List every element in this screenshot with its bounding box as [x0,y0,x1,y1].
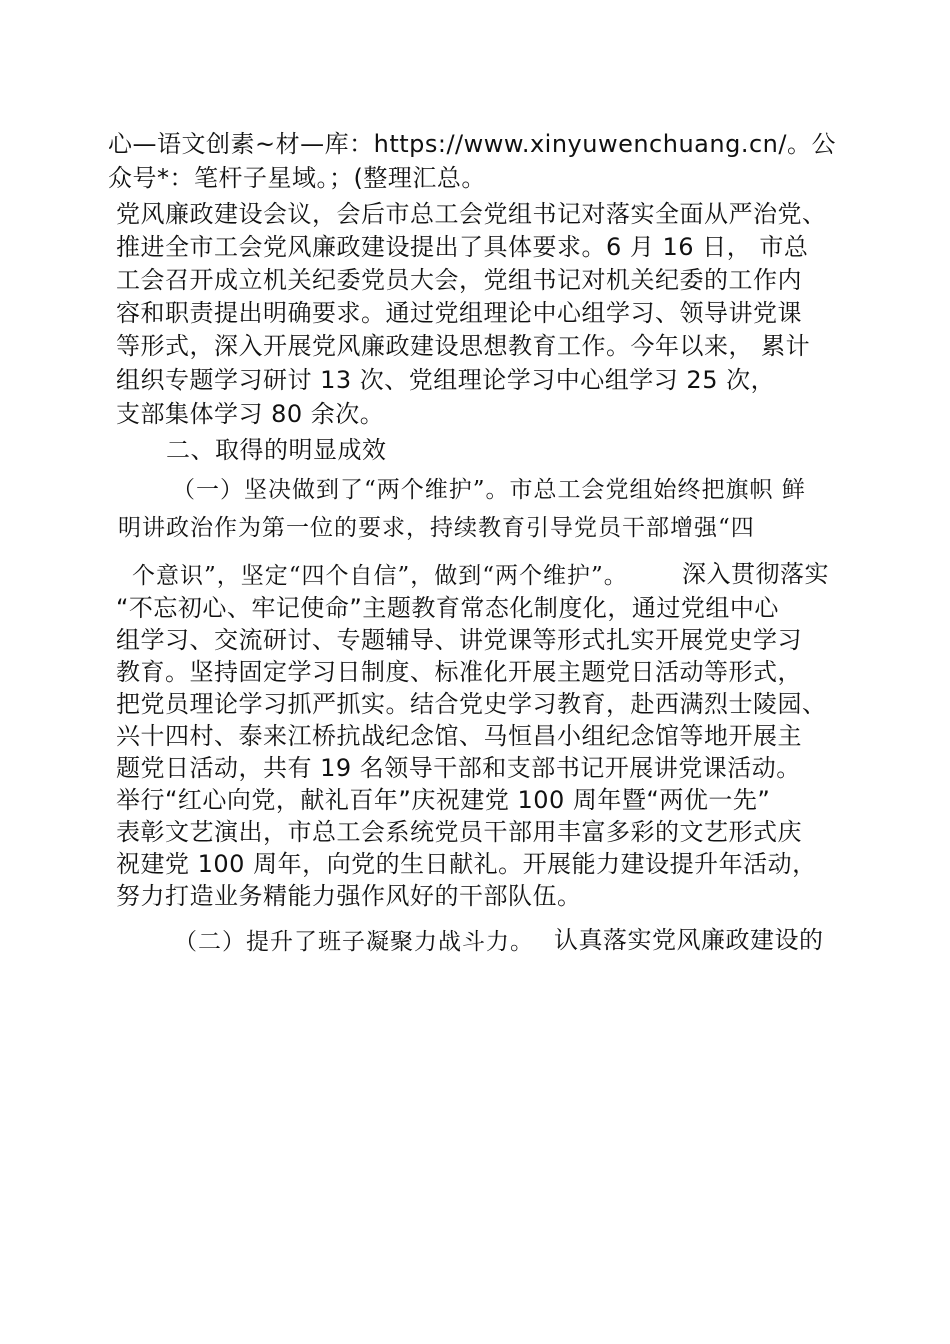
subsection-heading-line: （二）提升了班子凝聚力战斗力。 [174,929,534,955]
paragraph-line: 组学习、交流研讨、专题辅导、讲党课等形式扎实开展党史学习 [116,626,802,654]
paragraph-line: 党风廉政建设会议，会后市总工会党组书记对落实全面从严治党、 [116,200,827,228]
paragraph-line: 祝建党 100 周年，向党的生日献礼。开展能力建设提升年活动， [116,850,817,878]
header-source-line-1: 心—语文创素~材—库：https://www.xinyuwenchuang.cn/。公 [108,130,836,158]
paragraph-line: 努力打造业务精能力强作风好的干部队伍。 [116,882,582,910]
paragraph-line: 明讲政治作为第一位的要求，持续教育引导党员干部增强“四 [118,515,755,541]
paragraph-line: 推进全市工会党风廉政建设提出了具体要求。6 月 16 日， 市总 [116,233,809,261]
paragraph-line: 举行“红心向党，献礼百年”庆祝建党 100 周年暨“两优一先” [116,786,771,814]
paragraph-line: “不忘初心、牢记使命”主题教育常态化制度化，通过党组中心 [116,594,779,622]
paragraph-line: 组织专题学习研讨 13 次、党组理论学习中心组学习 25 次， [116,366,776,394]
paragraph-line: 认真落实党风廉政建设的 [554,926,824,954]
paragraph-line: 教育。坚持固定学习日制度、标准化开展主题党日活动等形式， [116,658,802,686]
paragraph-line: 表彰文艺演出，市总工会系统党员干部用丰富多彩的文艺形式庆 [116,818,802,846]
paragraph-line: 工会召开成立机关纪委党员大会，党组书记对机关纪委的工作内 [116,266,802,294]
section-heading: 二、取得的明显成效 [166,436,387,464]
paragraph-line: 容和职责提出明确要求。通过党组理论中心组学习、领导讲党课 [116,299,802,327]
paragraph-line: 题党日活动，共有 19 名领导干部和支部书记开展讲党课活动。 [116,754,801,782]
paragraph-line: 兴十四村、泰来江桥抗战纪念馆、马恒昌小组纪念馆等地开展主 [116,722,802,750]
subsection-heading-line: （一）坚决做到了“两个维护”。市总工会党组始终把旗帜 鲜 [172,477,806,503]
paragraph-line: 把党员理论学习抓严抓实。结合党史学习教育，赴西满烈士陵园、 [116,690,827,718]
header-source-line-2: 众号*：笔杆子星域。；(整理汇总。 [108,164,486,192]
paragraph-line: 等形式，深入开展党风廉政建设思想教育工作。今年以来， 累计 [116,332,811,360]
paragraph-line: 个意识”，坚定“四个自信”，做到“两个维护”。 [132,563,628,589]
paragraph-line: 支部集体学习 80 余次。 [116,400,385,428]
paragraph-line: 深入贯彻落实 [682,560,829,588]
